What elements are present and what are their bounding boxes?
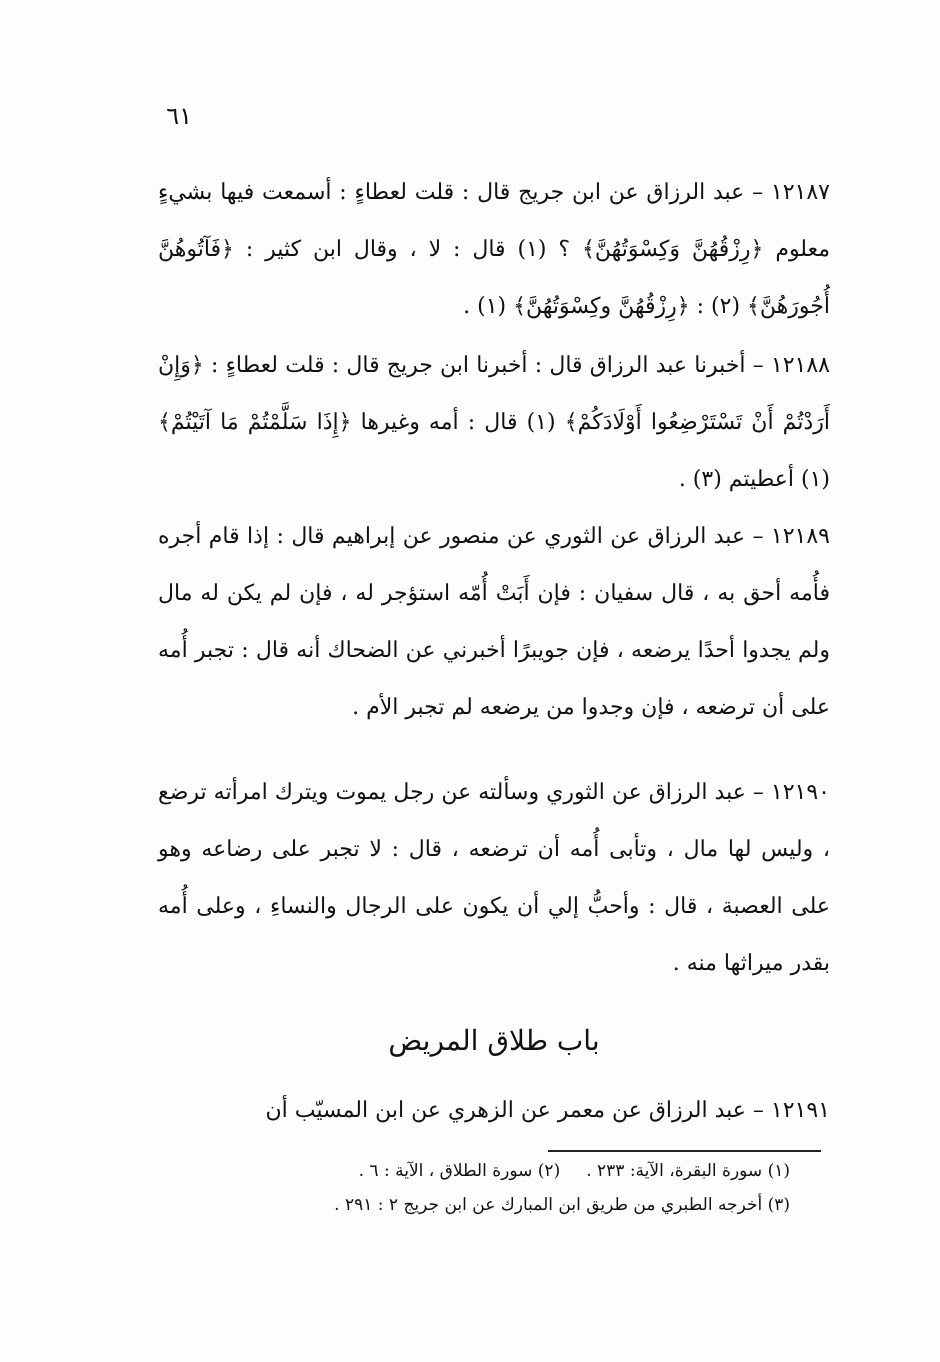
hadith-number: ١٢١٩١ bbox=[770, 1098, 830, 1123]
hadith-12187 bbox=[158, 164, 830, 335]
hadith-12188 bbox=[158, 337, 830, 508]
chapter-title: باب طلاق المريض bbox=[388, 1024, 600, 1057]
hadith-number: ١٢١٨٩ bbox=[770, 524, 830, 549]
footnotes bbox=[158, 1154, 790, 1222]
footnote-line-1 bbox=[158, 1154, 790, 1188]
hadith-number: ١٢١٨٨ bbox=[770, 353, 830, 378]
footnote-1: (١) سورة البقرة، الآية: ٢٣٣ . bbox=[586, 1161, 790, 1181]
hadith-paragraph bbox=[158, 764, 830, 992]
footnote-line-2 bbox=[158, 1188, 790, 1222]
footnote-divider bbox=[548, 1150, 821, 1152]
hadith-12189 bbox=[158, 508, 830, 736]
hadith-number: ١٢١٨٧ bbox=[770, 180, 830, 205]
hadith-paragraph bbox=[158, 337, 830, 508]
hadith-12190 bbox=[158, 764, 830, 992]
hadith-paragraph bbox=[158, 508, 830, 736]
hadith-text: – عبد الرزاق عن الثوري وسألته عن رجل يموت ويترك امرأته ترضع ، وليس لها مال ، وتأبى أُمه أن ترضعه ، قال : لا تجبر على رضاعه وهو على العصبة ، قال : وأحبُّ إلي أن يكون على الرجال والنساءِ ، وعلى أُمه بقدر ميراثها منه . bbox=[158, 780, 830, 976]
hadith-text: – عبد الرزاق عن الثوري عن منصور عن إبراهيم قال : إذا قام أجره فأُمه أحق به ، قال سفيان : فإن أَبَتْ أُمّه استؤجر له ، فإن لم يكن له مال ولم يجدوا أحدًا يرضعه ، فإن جويبرًا أخبرني عن الضحاك أنه قال : تجبر أُمه على أن ترضعه ، فإن وجدوا من يرضعه لم تجبر الأم . bbox=[158, 524, 830, 720]
footnote-3: (٣) أخرجه الطبري من طريق ابن المبارك عن ابن جريج ٢ : ٢٩١ . bbox=[334, 1195, 790, 1215]
page-number: ٦١ bbox=[166, 102, 192, 130]
footnote-2: (٢) سورة الطلاق ، الآية : ٦ . bbox=[358, 1161, 561, 1181]
hadith-text: – أخبرنا عبد الرزاق قال : أخبرنا ابن جريج قال : قلت لعطاءٍ : ﴿وَإِنْ أَرَدْتُمْ أَنْ تَسْتَرْضِعُوا أَوْلَادَكُمْ﴾ (١) قال : أمه وغيرها ﴿إِذَا سَلَّمْتُمْ مَا آتَيْتُمْ﴾ (١) أعطيتم (٣) . bbox=[158, 353, 830, 492]
hadith-paragraph bbox=[158, 1082, 830, 1139]
hadith-paragraph bbox=[158, 164, 830, 335]
hadith-number: ١٢١٩٠ bbox=[770, 780, 830, 805]
hadith-12191 bbox=[158, 1082, 830, 1139]
hadith-text: – عبد الرزاق عن ابن جريج قال : قلت لعطاءٍ : أسمعت فيها بشيءٍ معلوم ﴿رِزْقُهُنَّ وَكِسْوَتُهُنَّ﴾ ؟ (١) قال : لا ، وقال ابن كثير : ﴿فَآتُوهُنَّ أُجُورَهُنَّ﴾ (٢) : ﴿رِزْقُهُنَّ وكِسْوَتُهُنَّ﴾ (١) . bbox=[158, 180, 830, 319]
hadith-text: – عبد الرزاق عن معمر عن الزهري عن ابن المسيّب أن bbox=[265, 1098, 771, 1123]
